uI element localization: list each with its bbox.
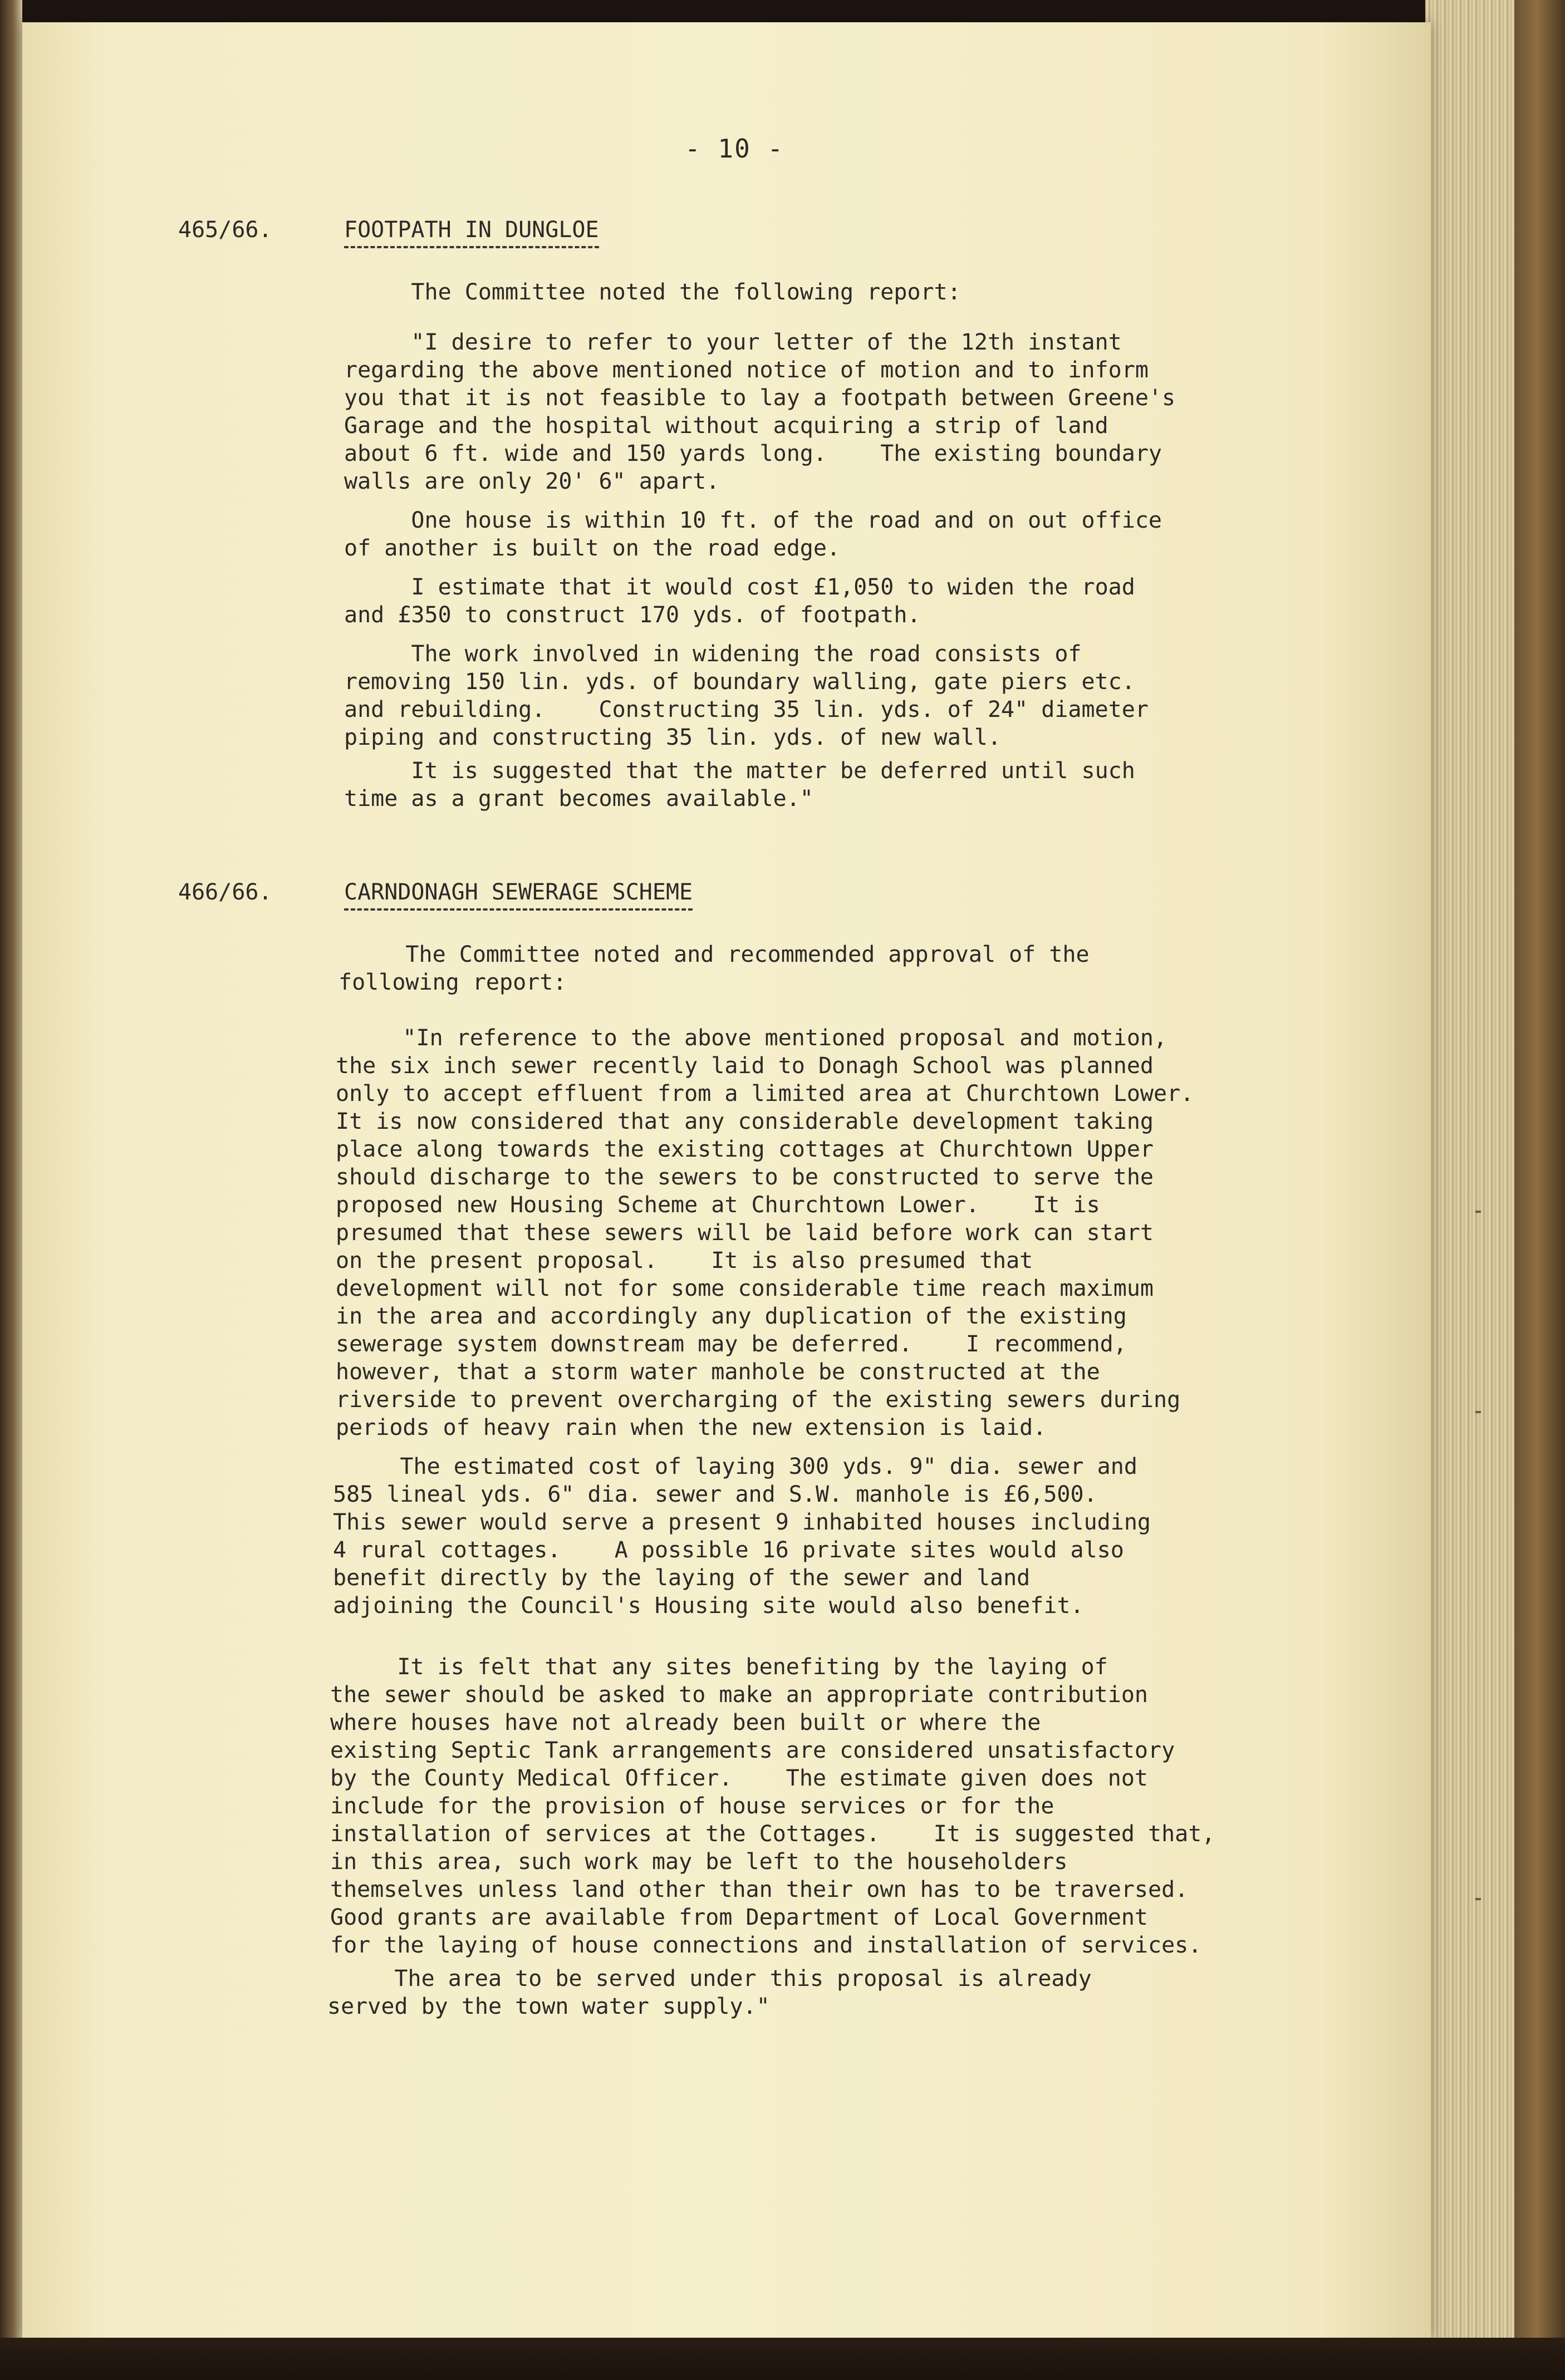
book-spine <box>1514 0 1565 2380</box>
paragraph: The Committee noted the following report: <box>344 279 961 305</box>
paragraph: The estimated cost of laying 300 yds. 9" dia. sewer and 585 lineal yds. 6" dia. sewer and S.W. manhole is £6,500. This sewer would serve a present 9 inhabited houses including 4 rural cottages. A possible 16 private sites would also benefit directly by the laying of the sewer and land adjoining the Council's Housing site would also benefit. <box>333 1454 1151 1619</box>
section-heading: CARNDONAGH SEWERAGE SCHEME <box>344 879 693 911</box>
paragraph: "I desire to refer to your letter of the 12th instant regarding the above mentioned notice of motion and to inform you that it is not feasible to lay a footpath between Greene's Garage and the hospital without acquiring a strip of land about 6 ft. wide and 150 yards long. The existing boundary walls are only 20' 6" apart. <box>344 330 1176 494</box>
margin-mark <box>1475 1411 1481 1413</box>
scan-left-edge <box>0 0 22 2380</box>
paragraph: "In reference to the above mentioned proposal and motion, the six inch sewer recently laid to Donagh School was planned only to accept effluent from a limited area at Churchtown Lower. It is now considered that any considerable development taking place along towards the existing cottages at Churchtown Upper should discharge to the sewers to be constructed to serve the proposed new Housing Scheme at Churchtown Lower. It is presumed that these sewers will be laid before work can start on the present proposal. It is also presumed that development will not for some considerable time reach maximum in the area and accordingly any duplication of the existing sewerage system downstream may be deferred. I recommend, however, that a storm water manhole be constructed at the riverside to prevent overcharging of the existing sewers during periods of heavy rain when the new extension is laid. <box>336 1025 1194 1440</box>
document-page <box>22 22 1431 2338</box>
section-number: 466/66. <box>178 879 272 905</box>
paragraph: It is felt that any sites benefiting by the laying of the sewer should be asked to make an appropriate contribution where houses have not already been built or where the existing Septic Tank arrangements are considered unsatisfactory by the County Medical Officer. The estimate given does not include for the provision of house services or for the installation of services at the Cottages. It is suggested that, in this area, such work may be left to the householders themselves unless land other than their own has to be traversed. Good grants are available from Department of Local Government for the laying of house connections and installation of services. <box>330 1654 1215 1958</box>
section-number: 465/66. <box>178 217 272 243</box>
margin-mark <box>1475 1211 1481 1213</box>
scan-bottom-edge <box>0 2338 1565 2380</box>
paragraph: The Committee noted and recommended approval of the following report: <box>338 942 1090 995</box>
margin-mark <box>1475 1898 1481 1900</box>
page-number: - 10 - <box>685 134 784 164</box>
paragraph: It is suggested that the matter be deferred until such time as a grant becomes available." <box>344 758 1135 812</box>
paragraph: The work involved in widening the road consists of removing 150 lin. yds. of boundary walling, gate piers etc. and rebuilding. Constructing 35 lin. yds. of 24" diameter piping and constructing 35 lin. yds. of new wall. <box>344 641 1149 750</box>
paragraph: The area to be served under this proposal is already served by the town water supply." <box>327 1966 1092 2019</box>
section-heading: FOOTPATH IN DUNGLOE <box>344 217 599 248</box>
paragraph: One house is within 10 ft. of the road and on out office of another is built on the road edge. <box>344 508 1162 561</box>
paragraph: I estimate that it would cost £1,050 to widen the road and £350 to construct 170 yds. of footpath. <box>344 574 1135 628</box>
